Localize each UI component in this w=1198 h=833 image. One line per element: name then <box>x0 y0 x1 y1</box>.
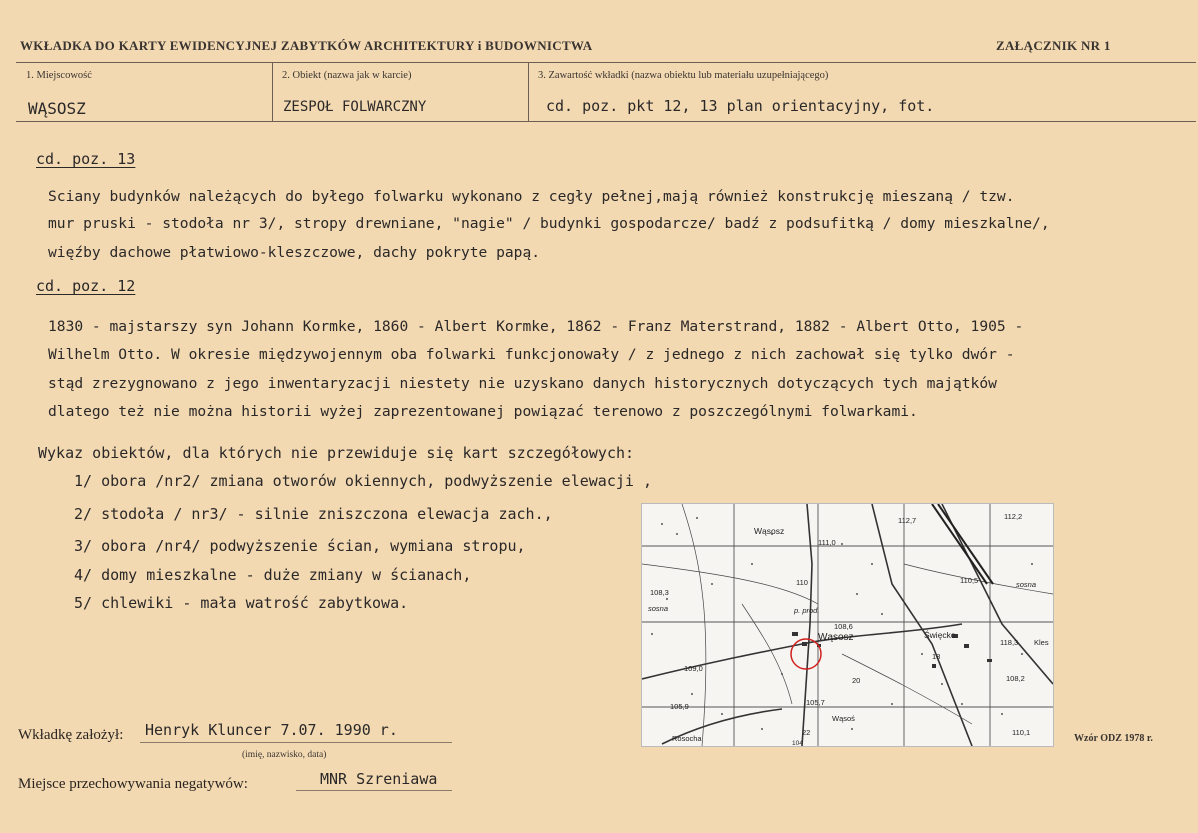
map-label: 104 <box>792 740 803 747</box>
map-label: 109,0 <box>684 664 703 673</box>
para2-line-1: 1830 - majstarszy syn Johann Kormke, 1860 - Albert Kormke, 1862 - Franz Materstrand, 1882 - Albert Otto, 1905 - <box>48 318 1024 335</box>
map-label: 18 <box>932 652 941 661</box>
map-label: Kles <box>1034 638 1049 647</box>
table-divider-2 <box>528 62 529 122</box>
object-list-item-5: 5/ chlewiki - mała watrość zabytkowa. <box>74 594 409 612</box>
para1-line-2: mur pruski - stodoła nr 3/, stropy drewniane, "nagie" / budynki gospodarcze/ badź z podsufitką / domy mieszkalne/, <box>48 215 1050 232</box>
map-label: 108,3 <box>650 588 669 597</box>
map-label: 20 <box>852 676 861 685</box>
map-label: Wąsoś <box>832 714 855 723</box>
map-label: Rosocha <box>672 734 702 743</box>
table-top-rule <box>16 62 1196 63</box>
table-bottom-rule <box>16 121 1196 122</box>
map-label: 105,7 <box>806 698 825 707</box>
object-list-item-2: 2/ stodoła / nr3/ - silnie zniszczona elewacja zach., <box>74 505 553 523</box>
map-label: 112,7 <box>898 516 917 525</box>
object-list-item-3: 3/ obora /nr4/ podwyższenie ścian, wymiana stropu, <box>74 537 526 555</box>
founder-note: (imię, nazwisko, data) <box>242 750 327 760</box>
founder-label: Wkładkę założył: <box>18 727 124 743</box>
map-label: 110,1 <box>1012 728 1031 737</box>
object-list-intro: Wykaz obiektów, dla których nie przewiduje się kart szczegółowych: <box>38 444 635 462</box>
attachment-number: ZAŁĄCZNIK NR 1 <box>996 38 1111 53</box>
field-1-label: 1. Miejscowość <box>26 70 92 81</box>
map-label: 22 <box>802 728 811 737</box>
map-label: 105,9 <box>670 702 689 711</box>
map-label: Wąsosz <box>818 632 854 643</box>
map-label: 111,0 <box>818 538 836 547</box>
storage-dotted-line <box>296 790 452 791</box>
field-3-label: 3. Zawartość wkładki (nazwa obiektu lub materiału uzupełniającego) <box>538 70 829 81</box>
map-label: p. prod. <box>794 606 820 615</box>
field-3-value: cd. poz. pkt 12, 13 plan orientacyjny, fot. <box>546 97 935 115</box>
map-label: 112,2 <box>1004 512 1023 521</box>
para2-line-3: stąd zrezygnowano z jego inwentaryzacji niestety nie uzyskano danych historycznych dotyczących tych majątków <box>48 375 997 392</box>
map-label: 118,3 <box>1000 638 1019 647</box>
para2-line-2: Wilhelm Otto. W okresie międzywojennym oba folwarki funkcjonowały / z jednego z nich zachował się tylko dwór - <box>48 346 1015 363</box>
section-heading-13: cd. poz. 13 <box>36 150 136 168</box>
founder-dotted-line <box>140 742 452 743</box>
form-id: Wzór ODZ 1978 r. <box>1074 733 1153 744</box>
storage-label: Miejsce przechowywania negatywów: <box>18 776 248 792</box>
map-label: 110 <box>796 578 808 587</box>
section-heading-12: cd. poz. 12 <box>36 277 136 295</box>
object-list-item-1: 1/ obora /nr2/ zmiana otworów okiennych, podwyższenie elewacji , <box>74 472 652 490</box>
map-label: 108,6 <box>834 622 853 631</box>
map-label: Wąsosz <box>754 526 785 536</box>
para2-line-4: dlatego też nie można historii wyżej zaprezentowanej powiązać terenowo z poszczególnymi folwarkami. <box>48 403 918 420</box>
map-label: sosna <box>648 604 669 613</box>
object-list-item-4: 4/ domy mieszkalne - duże zmiany w ścianach, <box>74 566 472 584</box>
founder-value: Henryk Kluncer 7.07. 1990 r. <box>145 721 398 739</box>
para1-line-1: Sciany budynków należących do byłego folwarku wykonano z cegły pełnej,mają również konstrukcję mieszaną / tzw. <box>48 188 1015 205</box>
storage-value: MNR Szreniawa <box>320 770 438 788</box>
orientation-map <box>641 503 1054 747</box>
field-1-value: WĄSOSZ <box>28 99 86 118</box>
map-label: sosna <box>1016 580 1037 589</box>
map-label: Święcko <box>924 630 956 640</box>
para1-line-3: więźby dachowe płatwiowo-kleszczowe, dachy pokryte papą. <box>48 244 541 261</box>
field-2-value: ZESPOŁ FOLWARCZNY <box>283 99 427 115</box>
map-label: 108,2 <box>1006 674 1025 683</box>
field-2-label: 2. Obiekt (nazwa jak w karcie) <box>282 70 412 81</box>
form-title: WKŁADKA DO KARTY EWIDENCYJNEJ ZABYTKÓW ARCHITEKTURY i BUDOWNICTWA <box>20 38 593 53</box>
table-divider-1 <box>272 62 273 122</box>
map-label: 110,5 <box>960 576 979 585</box>
